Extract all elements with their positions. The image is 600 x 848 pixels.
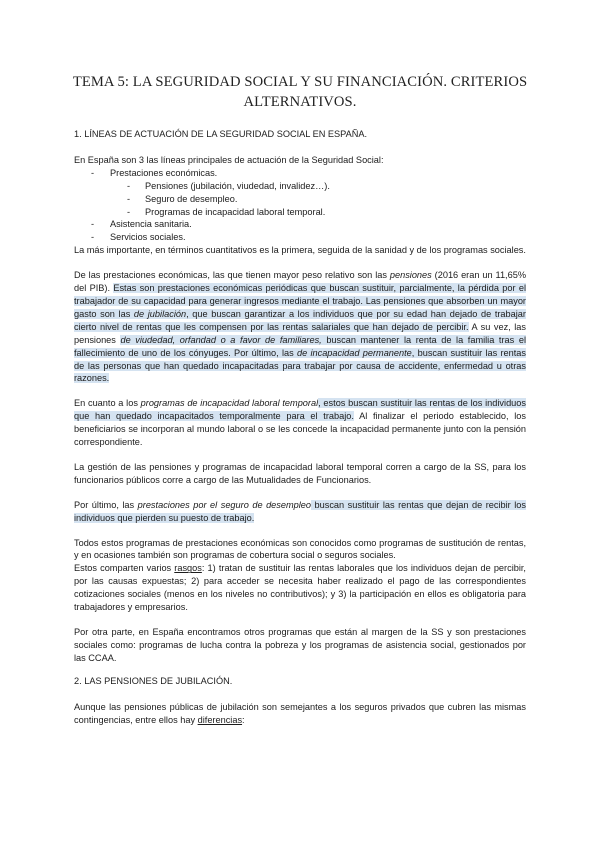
paragraph-jubilacion (74, 701, 526, 727)
italic-term: prestaciones por el seguro de desempleo (137, 499, 312, 510)
paragraph-desempleo (74, 499, 526, 525)
text-run: A su vez, las pensiones (74, 321, 526, 345)
text-run: De las prestaciones económicas, las que tienen mayor peso relativo son las (74, 270, 390, 281)
paragraph-sustitucion-rentas (74, 537, 526, 614)
text-run: Por último, las (74, 499, 138, 510)
text-run: Estos comparten varios (74, 563, 175, 574)
list-item (74, 218, 526, 231)
highlighted-text: buscan sustituir las rentas que dejan de recibir los individuos que pierden su puesto de trabajo. (74, 499, 526, 523)
paragraph-incapacidad-temporal (74, 397, 526, 449)
highlighted-text: buscan mantener la renta de la familia tras el fallecimiento de uno de los cónyuges. Por último, las (74, 334, 526, 358)
highlighted-italic-term: de viudedad, orfandad o a favor de familiares, (120, 334, 322, 345)
text-run: : 1) tratan de sustituir las rentas laborales que los individuos dejan de percibir, por las causas expuestas; 2) para acceder se necesita haber realizado el pago de las correspondientes cotizaciones sociales (menos en los niveles no contributivos); y 3) la participación en ellos es obligatoria para trabajadores y empresarios. (74, 563, 526, 613)
text-run: : (242, 714, 245, 725)
highlighted-italic-term: de jubilación (133, 308, 187, 319)
list-item-text: Prestaciones económicas. (110, 167, 218, 178)
sub-list-item (74, 180, 526, 193)
bullet-marker: - (127, 180, 131, 191)
list-item-text: Asistencia sanitaria. (110, 219, 192, 230)
document-body (74, 128, 526, 726)
section1-conclusion: La más importante, en términos cuantitativos es la primera, seguida de la sanidad y de los programas sociales. (74, 245, 526, 256)
list-item-text: Servicios sociales. (110, 232, 186, 243)
text-run: Todos estos programas de prestaciones económicas son conocidos como programas de sustitución de rentas, y en ocasiones también son programas de cobertura social o seguros sociales. (74, 537, 526, 561)
section1-intro: En España son 3 las líneas principales de actuación de la Seguridad Social: (74, 154, 384, 165)
bullet-marker: - (91, 219, 95, 230)
section-heading-1: 1. LÍNEAS DE ACTUACIÓN DE LA SEGURIDAD SOCIAL EN ESPAÑA. (74, 129, 368, 139)
highlighted-text: , que buscan garantizar a los individuos que por su edad han dejado de trabajar cierto nivel de rentas que les compensen por las rentas salariales que han dejado de percibir. (74, 308, 526, 332)
list-item (74, 231, 526, 244)
document-title: TEMA 5: LA SEGURIDAD SOCIAL Y SU FINANCIACIÓN. CRITERIOS ALTERNATIVOS. (72, 74, 528, 110)
paragraph-pensiones (74, 269, 526, 385)
paragraph-gestion: La gestión de las pensiones y programas de incapacidad laboral temporal corren a cargo de la SS, para los funcionarios públicos corre a cargo de las Mutualidades de Funcionarios. (74, 461, 526, 485)
highlighted-text: Estas son prestaciones económicas periódicas que buscan sustituir, parcialmente, la pérdida por el trabajador de su capacidad para generar ingresos mediante el trabajo. Las pensiones que absorben un mayor gasto son las (74, 283, 526, 319)
bullet-marker: - (91, 232, 95, 243)
highlighted-italic-term: de incapacidad permanente (296, 347, 412, 358)
underlined-term: rasgos (174, 563, 202, 574)
section-heading-2: 2. LAS PENSIONES DE JUBILACIÓN. (74, 675, 233, 686)
text-run: Al finalizar el periodo establecido, los beneficiarios se incorporan al mundo laboral o se les concede la incapacidad permanente junto con la pensión correspondiente. (74, 411, 526, 448)
list-item (74, 167, 526, 180)
underlined-term: diferencias (197, 714, 243, 725)
sub-list-item (74, 206, 526, 219)
list-item-text: Seguro de desempleo. (145, 193, 238, 204)
bullet-marker: - (127, 193, 131, 204)
text-run: (2016 eran un 11,65% del PIB). (74, 270, 526, 294)
text-run: Aunque las pensiones públicas de jubilación son semejantes a los seguros privados que cubren las mismas contingencias, entre ellos hay (74, 701, 526, 725)
list-item-text: Programas de incapacidad laboral temporal. (145, 206, 326, 217)
bullet-marker: - (91, 167, 95, 178)
text-run: En cuanto a los (74, 398, 141, 409)
highlighted-text: , buscan sustituir las rentas de las personas que han quedado incapacitadas para trabajar por causa de accidente, enfermedad u otras razones. (74, 347, 526, 384)
highlighted-text: , estos buscan sustituir las rentas de los individuos que han quedado incapacitados temporalmente para el trabajo. (74, 398, 526, 422)
paragraph-otros-programas: Por otra parte, en España encontramos otros programas que están al margen de la SS y son prestaciones sociales como: programas de lucha contra la pobreza y los programas de asistencia social, gestionados por las CCAA. (74, 627, 526, 663)
italic-term: pensiones (389, 270, 432, 281)
italic-term: programas de incapacidad laboral temporal (140, 398, 319, 409)
sub-list-item (74, 193, 526, 206)
list-item-text: Pensiones (jubilación, viudedad, invalidez…). (145, 180, 330, 191)
bullet-marker: - (127, 206, 131, 217)
